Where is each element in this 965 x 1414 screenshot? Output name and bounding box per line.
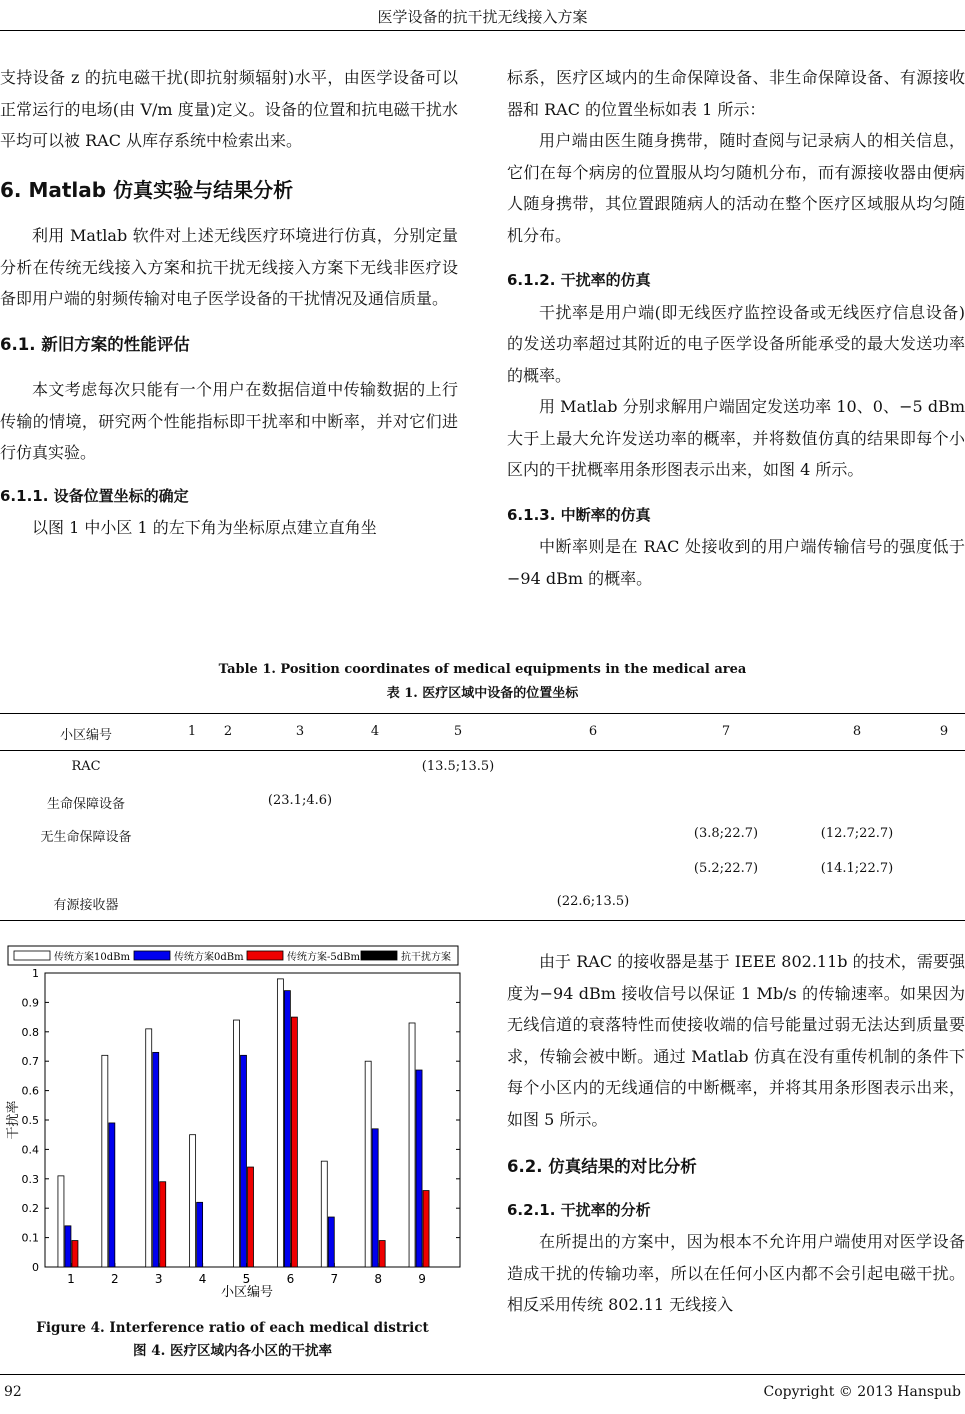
bar-2-5: [241, 1055, 247, 1267]
table-top-rule: [0, 713, 965, 714]
header-rule: [0, 30, 965, 31]
bar-3-9: [423, 1191, 429, 1267]
bar-2-2: [109, 1123, 115, 1267]
legend-label: 传统方案-5dBm: [287, 952, 360, 963]
table-column-header: 3: [295, 724, 305, 739]
table-column-header: 8: [852, 724, 862, 739]
section-6-1-2-title: 6.1.2. 干扰率的仿真: [507, 271, 651, 289]
bar-1-2: [102, 1055, 108, 1267]
x-tick-label: 1: [67, 1272, 75, 1286]
copyright: Copyright © 2013 Hanspub: [763, 1384, 961, 1400]
y-tick-label: 0.5: [21, 1114, 39, 1127]
right-para-3: 干扰率是用户端(即无线医疗监控设备或无线医疗信息设备)的发送功率超过其附近的电子医学设备所能承受的最大发送功率的概率。: [507, 302, 965, 385]
table-cell: (14.1;22.7): [820, 861, 894, 876]
chart-xlabel: 小区编号: [220, 1285, 274, 1300]
table-row-label: 有源接收器: [53, 898, 119, 913]
bar-2-8: [372, 1129, 378, 1267]
x-tick-label: 2: [111, 1272, 119, 1286]
interference-chart: [0, 940, 465, 1302]
right-column: [507, 62, 965, 594]
table-header-rule: [0, 750, 965, 751]
y-tick-label: 0.3: [21, 1172, 39, 1186]
bar-2-6: [284, 991, 290, 1267]
table-bottom-rule: [0, 920, 965, 921]
table-row-label: RAC: [71, 759, 101, 774]
table-row-label: 无生命保障设备: [40, 830, 132, 845]
left-para-1: 支持设备 z 的抗电磁干扰(即抗射频辐射)水平，由医学设备可以正常运行的电场(由 V/m 度量)定义。设备的位置和抗电磁干扰水平均可以被 RAC 从库存系统中检索出来。: [0, 68, 458, 150]
bar-3-6: [291, 1017, 297, 1267]
x-tick-label: 8: [374, 1272, 382, 1286]
y-tick-label: 0.4: [21, 1143, 39, 1157]
right-para-4: 用 Matlab 分别求解用户端固定发送功率 10、0、−5 dBm 大于上最大允许发送功率的概率，并将数值仿真的结果即每个小区内的干扰概率用条形图表示出来，如图 4 所示。: [507, 397, 965, 479]
bar-2-3: [153, 1052, 159, 1267]
section-6-title: 6. Matlab 仿真实验与结果分析: [0, 177, 294, 202]
figure-caption-cn: 图 4. 医疗区域内各小区的干扰率: [133, 1343, 332, 1359]
section-6-1-1-title: 6.1.1. 设备位置坐标的确定: [0, 486, 189, 505]
legend-label: 传统方案0dBm: [174, 952, 244, 963]
legend-swatch: [361, 951, 397, 960]
bar-1-8: [365, 1061, 371, 1267]
section-6-2-1-title: 6.2.1. 干扰率的分析: [507, 1200, 651, 1219]
right-para-1: 标系，医疗区域内的生命保障设备、非生命保障设备、有源接收器和 RAC 的位置坐标如表 1 所示：: [507, 68, 965, 119]
table-cell: (22.6;13.5): [556, 894, 630, 909]
chart-legend: [8, 946, 458, 965]
legend-swatch: [134, 951, 170, 960]
y-tick-label: 0: [32, 1261, 39, 1274]
bar-1-7: [321, 1161, 327, 1267]
table-header-label: 小区编号: [59, 728, 113, 743]
table-row-label: 生命保障设备: [46, 797, 126, 812]
table-column-header: 5: [453, 724, 463, 739]
running-header: 医学设备的抗干扰无线接入方案: [377, 8, 588, 26]
y-tick-label: 0.6: [21, 1084, 39, 1098]
table-column-header: 1: [187, 724, 197, 739]
bar-2-9: [416, 1070, 422, 1267]
y-tick-label: 0.2: [21, 1202, 39, 1216]
left-para-4: 以图 1 中小区 1 的左下角为坐标原点建立直角坐: [32, 518, 377, 537]
bar-1-9: [409, 1023, 415, 1267]
chart-bars: [58, 979, 429, 1267]
table-cell: (3.8;22.7): [693, 826, 759, 841]
table-column-header: 6: [588, 724, 598, 739]
table-caption-cn: 表 1. 医疗区域中设备的位置坐标: [386, 686, 579, 701]
x-tick-label: 7: [330, 1272, 339, 1286]
x-tick-label: 5: [242, 1272, 251, 1286]
bar-3-5: [248, 1167, 254, 1267]
table-column-header: 7: [721, 724, 731, 739]
bar-1-3: [146, 1029, 152, 1267]
bar-2-1: [65, 1226, 71, 1267]
section-6-1-3-title: 6.1.3. 中断率的仿真: [507, 505, 651, 524]
table-column-header: 4: [370, 724, 380, 739]
y-tick-label: 1: [32, 967, 39, 980]
bar-3-3: [160, 1182, 166, 1267]
bar-1-1: [58, 1176, 64, 1267]
table-column-header: 2: [223, 724, 233, 739]
bar-1-5: [234, 1020, 240, 1267]
right-lower-para-1: 由于 RAC 的接收器是基于 IEEE 802.11b 的技术，需要强度为−94 dBm 接收信号以保证 1 Mb/s 的传输速率。如果因为无线信道的衰落特性而使接收端的信号能量过弱无法达到质量要求，传输会被中断。通过 Matlab 仿真在没有重传机制的条件下每个小区内的无线通信的中断概率，并将其用条形图表示出来，如图 5 所示。: [507, 952, 965, 1129]
y-tick-label: 0.8: [21, 1025, 39, 1039]
legend-swatch: [247, 951, 283, 960]
left-column: [0, 62, 458, 544]
legend-label: 传统方案10dBm: [54, 952, 130, 963]
figure-caption-en: Figure 4. Interference ratio of each medical district: [36, 1320, 429, 1336]
legend-swatch: [14, 951, 50, 960]
left-para-3: 本文考虑每次只能有一个用户在数据信道中传输数据的上行传输的情境，研究两个性能指标即干扰率和中断率，并对它们进行仿真实验。: [0, 380, 458, 462]
table-cell: (5.2;22.7): [693, 861, 759, 876]
bar-2-4: [197, 1202, 203, 1267]
chart-ylabel: 干扰率: [6, 1100, 21, 1140]
y-tick-label: 0.9: [21, 996, 39, 1010]
y-tick-label: 0.1: [21, 1231, 39, 1245]
page-number: 92: [4, 1384, 22, 1400]
table-cell: (13.5;13.5): [421, 759, 495, 774]
y-tick-label: 0.7: [21, 1055, 39, 1069]
left-para-2: 利用 Matlab 软件对上述无线医疗环境进行仿真，分别定量分析在传统无线接入方案和抗干扰无线接入方案下无线非医疗设备即用户端的射频传输对电子医学设备的干扰情况及通信质量。: [0, 226, 458, 308]
x-tick-label: 6: [286, 1272, 295, 1286]
right-para-2: 用户端由医生随身携带，随时查阅与记录病人的相关信息，它们在每个病房的位置服从均匀随机分布，而有源接收器由便病人随身携带，其位置跟随病人的活动在整个医疗区域服从均匀随机分布。: [507, 131, 965, 245]
x-tick-label: 4: [198, 1272, 207, 1286]
table-cell: (23.1;4.6): [267, 793, 333, 808]
right-column-lower: [507, 946, 965, 1321]
x-tick-label: 9: [418, 1272, 426, 1286]
bar-1-6: [277, 979, 283, 1267]
section-6-1-title: 6.1. 新旧方案的性能评估: [0, 334, 190, 354]
right-para-5: 中断率则是在 RAC 处接收到的用户端传输信号的强度低于−94 dBm 的概率。: [507, 537, 965, 588]
right-lower-para-2: 在所提出的方案中，因为根本不允许用户端使用对医学设备造成干扰的传输功率，所以在任何小区内都不会引起电磁干扰。相反采用传统 802.11 无线接入: [507, 1232, 965, 1314]
table-cell: (12.7;22.7): [820, 826, 894, 841]
bar-3-8: [379, 1241, 385, 1267]
footer-rule: [0, 1374, 965, 1375]
section-6-2-title: 6.2. 仿真结果的对比分析: [507, 1157, 697, 1176]
bar-1-4: [190, 1135, 196, 1267]
legend-label: 抗干扰方案: [401, 952, 451, 963]
bar-3-1: [72, 1241, 78, 1267]
table-column-header: 9: [939, 724, 949, 739]
bar-2-7: [328, 1217, 334, 1267]
table-caption-en: Table 1. Position coordinates of medical equipments in the medical area: [218, 662, 747, 677]
x-tick-label: 3: [154, 1272, 163, 1286]
